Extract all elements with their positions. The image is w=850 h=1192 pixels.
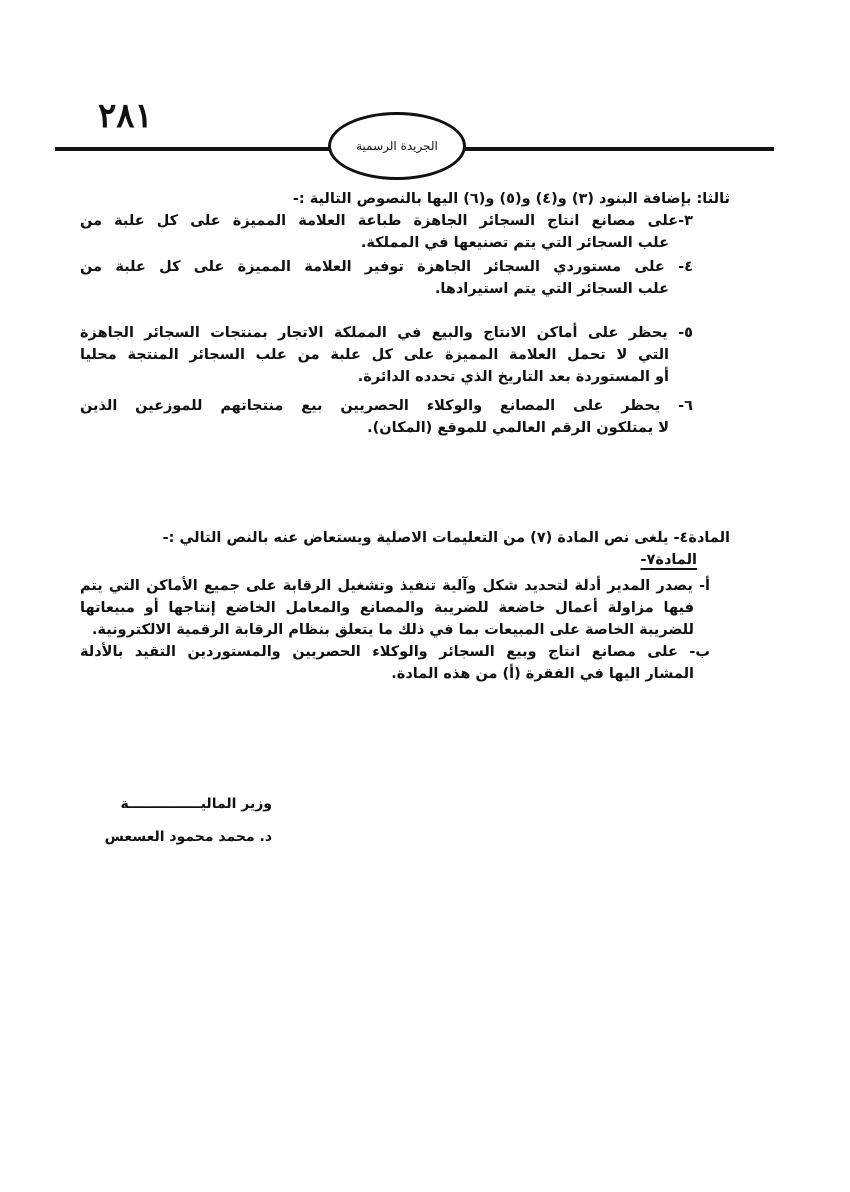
clause-5-line-3: أو المستوردة بعد التاريخ الذي تحدده الدائرة.	[357, 369, 669, 385]
paragraph-a-line-1: أ- يصدر المدير أدلة لتحديد شكل وآلية تنفيذ وتشغيل الرقابة على جميع الأماكن التي يتم	[80, 578, 710, 594]
clause-4	[80, 256, 693, 300]
paragraph-b	[80, 641, 710, 685]
clause-6-line-2: لا يمتلكون الرقم العالمي للموقع (المكان).	[367, 420, 669, 436]
clause-5	[80, 322, 693, 388]
clause-3-line-1: ٣-على مصانع انتاج السجائر الجاهزة طباعة العلامة المميزة على كل علبة من	[80, 213, 693, 229]
clause-3	[80, 210, 693, 254]
gazette-label: الجريدة الرسمية	[356, 139, 438, 153]
paragraph-b-line-1: ب- على مصانع انتاج وبيع السجائر والوكلاء الحصريين والمستوردين التقيد بالأدلة	[80, 644, 710, 660]
section-three	[80, 188, 730, 210]
clause-4-line-1: ٤- على مستوردي السجائر الجاهزة توفير العلامة المميزة على كل علبة من	[80, 259, 693, 275]
article-seven-heading: المادة٧-	[640, 552, 697, 568]
signature-title: وزير الماليـــــــــــــــة	[120, 796, 272, 812]
gazette-emblem	[328, 112, 466, 180]
clause-5-line-2: التي لا تحمل العلامة المميزة على كل علبة من علب السجائر المنتجة محليا	[80, 347, 669, 363]
paragraph-a-line-2: فيها مزاولة أعمال خاضعة للضريبة والمصانع والمعامل الخاضع إنتاجها أو مبيعاتها	[80, 600, 694, 616]
page-number: ٢٨١	[98, 96, 153, 136]
clause-4-line-2: علب السجائر التي يتم استيرادها.	[434, 281, 669, 297]
clause-6	[80, 395, 693, 439]
clause-3-line-2: علب السجائر التي يتم تصنيعها في المملكة.	[360, 235, 669, 251]
signature-name: د. محمد محمود العسعس	[104, 829, 272, 845]
article-four	[80, 527, 730, 571]
paragraph-a	[80, 575, 710, 641]
section-three-intro: ثالثا: بإضافة البنود (٣) و(٤) و(٥) و(٦) اليها بالنصوص التالية :-	[292, 191, 730, 207]
paragraph-a-line-3: للضريبة الخاصة على المبيعات بما في ذلك ما يتعلق بنظام الرقابة الرقمية الالكترونية.	[91, 622, 694, 638]
paragraph-b-line-2: المشار اليها في الفقرة (أ) من هذه المادة.	[391, 666, 694, 682]
clause-5-line-1: ٥- يحظر على أماكن الانتاج والبيع في المملكة الاتجار بمنتجات السجائر الجاهزة	[80, 325, 693, 341]
header-rule-left	[55, 147, 330, 151]
clause-6-line-1: ٦- يحظر على المصانع والوكلاء الحصريين بيع منتجاتهم للموزعين الذين	[80, 398, 693, 414]
article-four-intro: المادة٤- يلغى نص المادة (٧) من التعليمات الاصلية ويستعاض عنه بالنص التالي :-	[162, 530, 730, 546]
header-rule-right	[464, 147, 774, 151]
